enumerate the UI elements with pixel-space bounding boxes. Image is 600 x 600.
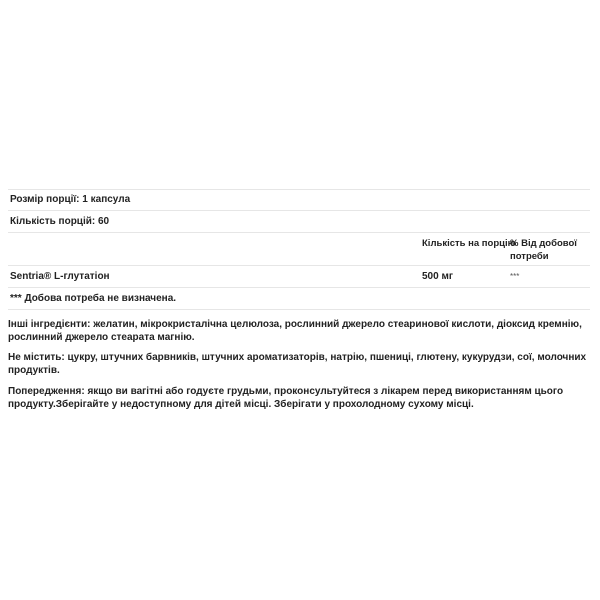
supplement-facts-table xyxy=(8,189,590,310)
ingredient-name: Sentria® L-глутатіон xyxy=(10,271,110,282)
amount-per-serving-header: Кількість на порцію xyxy=(422,238,516,249)
ingredient-amount: 500 мг xyxy=(422,271,454,282)
free-from: Не містить: цукру, штучних барвників, штучних ароматизаторів, натрію, пшениці, глютену, кукурудзи, сої, молочних продуктів. xyxy=(8,352,587,376)
ingredient-daily-value: *** xyxy=(510,272,520,281)
table-header-row xyxy=(8,232,590,265)
serving-size-row xyxy=(8,189,590,210)
other-ingredients: Інші інгредієнти: желатин, мікрокристалічна целюлоза, рослинний джерело стеаринової кислоти, діоксид кремнію, рослинний джерело стеарата магнію. xyxy=(8,319,582,343)
warning: Попередження: якщо ви вагітні або годуєте грудьми, проконсультуйтеся з лікарем перед використанням цього продукту.Зберігайте у недоступному для дітей місці. Зберігати у прохолодному сухому місці. xyxy=(8,386,564,410)
table-row xyxy=(8,265,590,287)
servings-per-container: Кількість порцій: 60 xyxy=(10,216,110,227)
servings-per-container-row xyxy=(8,210,590,232)
serving-size: Розмір порції: 1 капсула xyxy=(10,194,131,205)
footnote-row xyxy=(8,287,590,310)
daily-value-header: % Від добової потреби xyxy=(510,238,577,262)
footnote: *** Добова потреба не визначена. xyxy=(10,293,177,304)
